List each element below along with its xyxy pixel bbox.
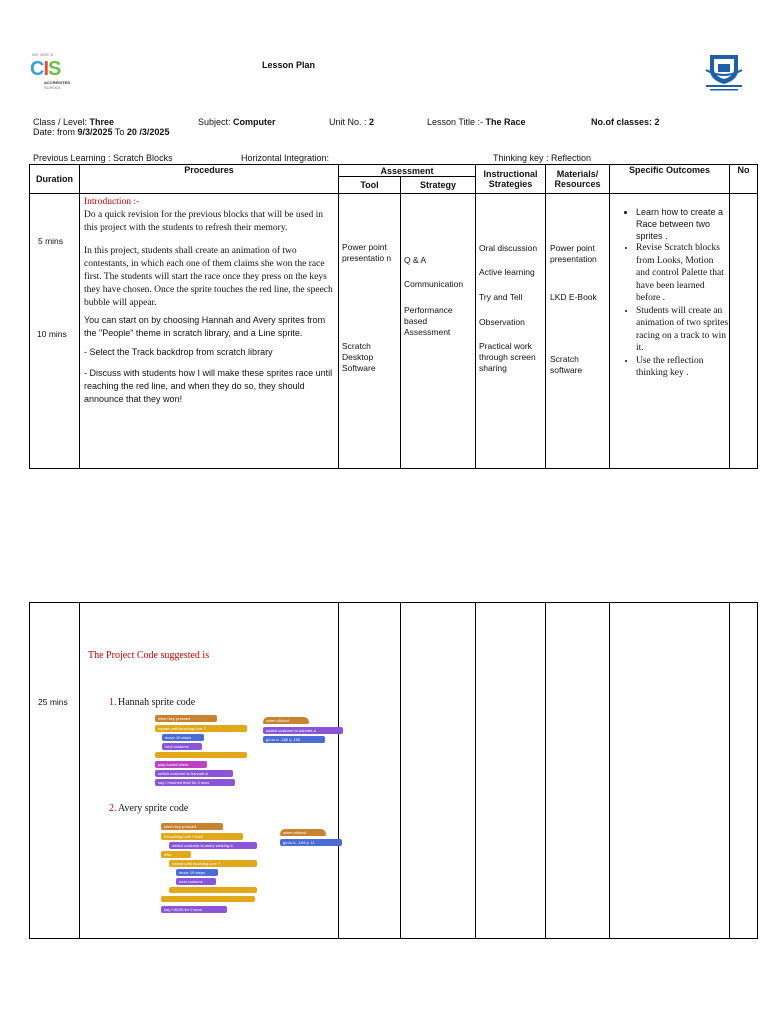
tool-1: Power point presentatio n <box>342 242 392 263</box>
avery-else-block: else <box>161 851 191 858</box>
material-1: Power point presentation <box>550 243 597 264</box>
tool-2: Scratch Desktop Software <box>342 341 376 373</box>
materials-cell-2 <box>546 603 610 939</box>
outcome-1: • Learn how to create a Race between two sprites . <box>636 206 729 242</box>
avery-number: 2. <box>109 803 117 814</box>
classes-value: 2 <box>654 117 660 127</box>
tool-cell <box>339 194 401 469</box>
unit-value: 2 <box>369 117 375 127</box>
hannah-go-to-block: go to x: -182 y: 100 <box>263 736 325 743</box>
duration-cell-2 <box>30 603 80 939</box>
cis-logo <box>30 52 90 92</box>
hannah-code-title <box>109 697 117 708</box>
strategy-1: Q & A <box>404 255 427 265</box>
material-2: LKD E-Book <box>550 292 597 302</box>
no-cell <box>730 194 758 469</box>
date-from: 9/3/2025 <box>77 127 113 137</box>
material-3: Scratch software <box>550 354 583 375</box>
duration-25: 25 mins <box>38 697 68 707</box>
avery-when-key-block: when key pressed <box>161 823 223 830</box>
cis-school: SCHOOL <box>44 85 61 90</box>
avery-code-title <box>109 803 117 814</box>
procedure-para-3: - Select the Track backdrop from scratch library <box>84 347 273 357</box>
hannah-switch-costume-a-block: switch costume to hannah-a <box>263 727 343 734</box>
col-strategy: Strategy <box>401 177 476 194</box>
tool-cell-2 <box>339 603 401 939</box>
subject <box>198 117 276 127</box>
col-duration: Duration <box>30 165 80 194</box>
procedure-para-4: - Discuss with students how I will make these sprites race until reaching the red line, and when they do so, they should announce that they won! <box>84 368 333 404</box>
cis-logo-main-text: CIS <box>30 58 61 80</box>
cis-logo-top-text: WE ARE A <box>32 52 54 57</box>
col-outcomes: Specific Outcomes <box>610 165 730 194</box>
hannah-play-sound-block: play sound cheer <box>155 761 207 768</box>
date-label: Date: from <box>33 127 78 137</box>
hannah-repeat-end <box>155 752 247 758</box>
code-cell <box>80 603 339 939</box>
horizontal-integration: Horizontal Integration: <box>241 153 330 163</box>
avery-when-flag-block: when clicked <box>280 829 326 836</box>
col-materials: Materials/ Resources <box>546 165 610 194</box>
intro-text: Do a quick revision for the previous blocks that will be used in this project with the students to refresh their memory. <box>84 210 324 233</box>
cis-logo-sub-text <box>44 80 70 90</box>
col-procedures: Procedures <box>80 165 339 194</box>
unit-label: Unit No. : <box>329 117 370 127</box>
instructional-cell <box>476 194 546 469</box>
outcome-2: • Revise Scratch blocks from Looks, Motion and control Palette that have been learned before . <box>636 242 729 305</box>
avery-next-costume-block: next costume <box>176 878 216 885</box>
code-title: The Project Code suggested is <box>88 650 210 661</box>
avery-repeat-end <box>169 887 257 893</box>
avery-switch-costume-block: switch costume to avery walking-b <box>169 842 257 849</box>
avery-if-end <box>161 896 255 902</box>
hannah-when-key-block: when key pressed <box>155 715 217 722</box>
class-level <box>33 117 114 127</box>
col-tool: Tool <box>339 177 401 194</box>
no-of-classes <box>591 117 660 127</box>
outcome-4: • Use the reflection thinking key . <box>636 355 729 380</box>
class-label: Class / Level: <box>33 117 90 127</box>
date-range <box>33 127 169 137</box>
instr-5: Practical work through screen sharing <box>479 341 536 373</box>
page-title: Lesson Plan <box>262 60 316 70</box>
avery-move-block: move 10 steps <box>176 869 218 876</box>
duration-cell <box>30 194 80 469</box>
hannah-number: 1. <box>109 697 117 708</box>
procedure-para-2: You can start on by choosing Hannah and Avery sprites from the "People" theme in scratch library, and a Line sprite. <box>84 315 326 338</box>
project-code-table <box>29 602 758 939</box>
hannah-say-block: say I reached first! for 2 secs <box>155 779 235 786</box>
date-to: 20 /3/2025 <box>126 127 170 137</box>
thinking-key: Thinking key : Reflection <box>493 153 592 163</box>
previous-learning: Previous Learning : Scratch Blocks <box>33 153 173 163</box>
hannah-when-flag-block: when clicked <box>263 717 309 724</box>
avery-go-to-block: go to x: -194 y: 11 <box>280 839 342 846</box>
instructional-cell-2 <box>476 603 546 939</box>
avery-say-block: say I WON for 2 secs <box>161 906 227 913</box>
outcomes-cell-2 <box>610 603 730 939</box>
cis-accredited: ACCREDITED <box>44 80 71 85</box>
classes-label: No.of classes: <box>591 117 655 127</box>
duration-5: 5 mins <box>38 236 64 246</box>
duration-10: 10 mins <box>37 329 67 339</box>
avery-if-block: if touching Line ? then <box>161 833 243 840</box>
outcomes-cell <box>610 194 730 469</box>
strategy-cell <box>401 194 476 469</box>
no-cell-2 <box>730 603 758 939</box>
col-instructional: Instructional Strategies <box>476 165 546 194</box>
subject-label: Subject: <box>198 117 234 127</box>
school-crest-logo <box>700 52 748 92</box>
subject-value: Computer <box>233 117 276 127</box>
procedures-cell <box>80 194 339 469</box>
col-assessment: Assessment <box>339 165 476 177</box>
outcomes-list <box>610 206 729 380</box>
strategy-cell-2 <box>401 603 476 939</box>
avery-repeat-until-block: repeat until touching Line ? <box>169 860 257 867</box>
instr-1: Oral discussion <box>479 243 538 253</box>
lesson-label: Lesson Title :- <box>427 117 486 127</box>
procedure-para-1: In this project, students shall create an animation of two contestants, in which each one of them claims she won the race first. The students will start the race once they press on the keys they have chosen. Once the sprite touches the red line, the speech bubble will appear. <box>84 246 333 308</box>
date-to-label: To <box>112 127 127 137</box>
hannah-move-block: move 10 steps <box>162 734 204 741</box>
instr-3: Try and Tell <box>479 292 523 302</box>
outcome-3: • Students will create an animation of two sprites racing on a track to win it. <box>636 305 729 355</box>
intro-title: Introduction :- <box>84 197 140 207</box>
col-no: No <box>730 165 758 194</box>
hannah-repeat-until-block: repeat until touching Line ? <box>155 725 247 732</box>
lesson-title <box>427 117 526 127</box>
instr-4: Observation <box>479 317 525 327</box>
materials-cell <box>546 194 610 469</box>
hannah-switch-costume-block: switch costume to hannah-b <box>155 770 233 777</box>
avery-code-label: Avery sprite code <box>118 803 189 814</box>
hannah-code-label: Hannah sprite code <box>118 697 196 708</box>
strategy-2: Communication <box>404 279 464 289</box>
class-value: Three <box>89 117 115 127</box>
lesson-value: The Race <box>485 117 526 127</box>
unit-no <box>329 117 374 127</box>
hannah-next-costume-block: next costume <box>162 743 202 750</box>
lesson-plan-table <box>29 164 758 469</box>
instr-2: Active learning <box>479 267 535 277</box>
strategy-3: Performance based Assessment <box>404 305 453 337</box>
